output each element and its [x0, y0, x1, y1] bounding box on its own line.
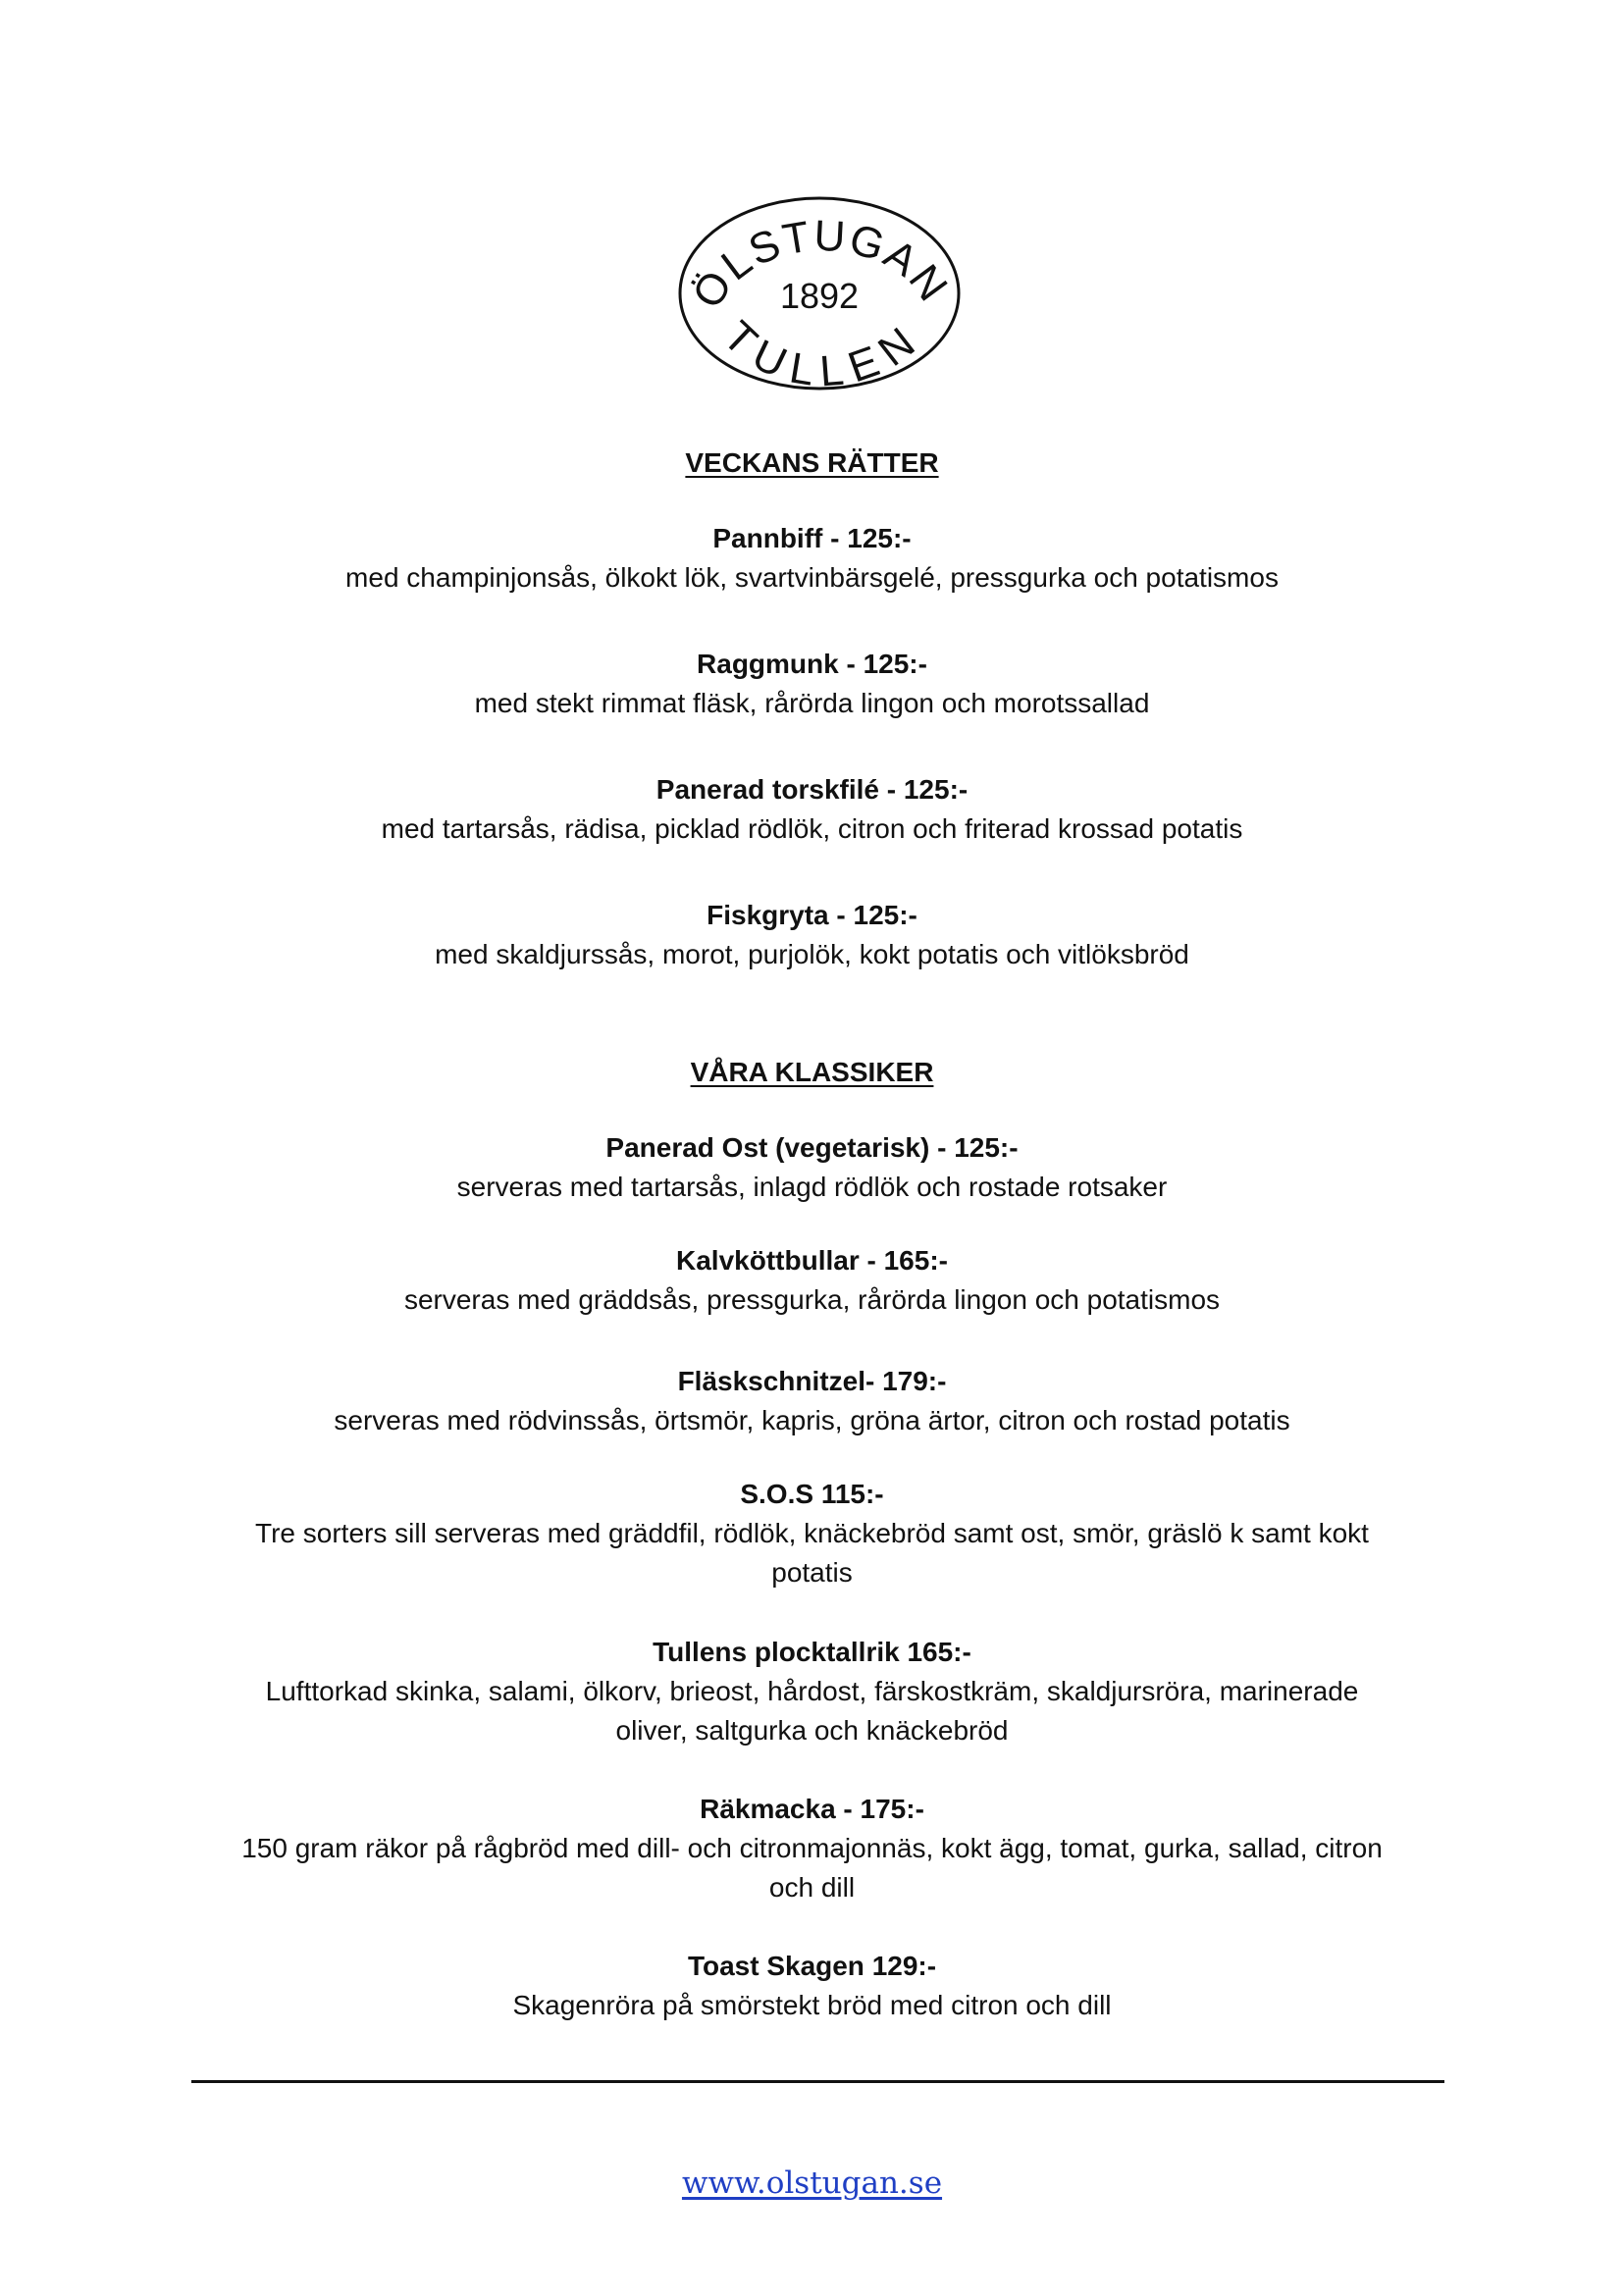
- logo-bottom-text: TULLEN: [713, 312, 925, 392]
- dish-name: Tullens plocktallrik 165:-: [653, 1637, 971, 1667]
- dish-description: serveras med tartarsås, inlagd rödlök och rostade rotsaker: [456, 1172, 1168, 1202]
- dish-item: [0, 1790, 1624, 1907]
- dish-name: Fiskgryta - 125:-: [707, 900, 917, 930]
- dish-name: Panerad Ost (vegetarisk) - 125:-: [605, 1132, 1019, 1163]
- dish-item: [0, 1633, 1624, 1750]
- dish-name: Panerad torskfilé - 125:-: [655, 774, 969, 805]
- dish-name: Räkmacka - 175:-: [700, 1794, 924, 1824]
- logo-year: 1892: [779, 276, 860, 316]
- dish-name: Pannbiff - 125:-: [712, 523, 912, 553]
- dish-item: [0, 1947, 1624, 2025]
- dish-item: [0, 1362, 1624, 1440]
- dish-item: [0, 645, 1624, 723]
- dish-item: [0, 1475, 1624, 1592]
- dish-description: med stekt rimmat fläsk, rårörda lingon och morotssallad: [474, 688, 1150, 718]
- dish-description: serveras med gräddsås, pressgurka, rårörda lingon och potatismos: [403, 1284, 1221, 1315]
- dish-description: med skaldjurssås, morot, purjolök, kokt potatis och vitlöksbröd: [435, 939, 1189, 969]
- dish-item: [0, 1128, 1624, 1207]
- dish-description: Skagenröra på smörstekt bröd med citron och dill: [512, 1990, 1112, 2020]
- footer-divider: [191, 2080, 1444, 2083]
- dish-item: [0, 519, 1624, 598]
- dish-name: S.O.S 115:-: [740, 1479, 884, 1509]
- dish-description: Tre sorters sill serveras med gräddfil, rödlök, knäckebröd samt ost, smör, gräslö k samt kokt potatis: [255, 1518, 1369, 1588]
- dish-description: med tartarsås, rädisa, picklad rödlök, citron och friterad krossad potatis: [381, 813, 1243, 844]
- svg-text:TULLEN: [714, 312, 925, 392]
- dish-description: 150 gram räkor på rågbröd med dill- och citronmajonnäs, kokt ägg, tomat, gurka, sallad, citron och dill: [241, 1833, 1383, 1903]
- dish-name: Kalvköttbullar - 165:-: [676, 1245, 948, 1276]
- section-title-klassiker: VÅRA KLASSIKER: [690, 1057, 934, 1087]
- dish-name: Raggmunk - 125:-: [697, 649, 927, 679]
- dish-description: med champinjonsås, ölkokt lök, svartvinbärsgelé, pressgurka och potatismos: [345, 562, 1279, 593]
- dish-name: Toast Skagen 129:-: [687, 1951, 937, 1981]
- restaurant-logo: [677, 194, 962, 392]
- dish-description: Lufttorkad skinka, salami, ölkorv, brieost, hårdost, färskostkräm, skaldjursröra, marinerade oliver, saltgurka och knäckebröd: [265, 1676, 1359, 1746]
- dish-item: [0, 770, 1624, 849]
- website-link[interactable]: www.olstugan.se: [681, 2165, 943, 2201]
- dish-description: serveras med rödvinssås, örtsmör, kapris, gröna ärtor, citron och rostad potatis: [334, 1405, 1290, 1435]
- section-title-veckans: VECKANS RÄTTER: [685, 447, 939, 478]
- footer: [0, 2164, 1624, 2203]
- dish-item: [0, 1241, 1624, 1320]
- logo-top-text: ÖLSTUGAN: [683, 211, 959, 317]
- dish-name: Fläskschnitzel- 179:-: [677, 1366, 947, 1396]
- dish-item: [0, 896, 1624, 974]
